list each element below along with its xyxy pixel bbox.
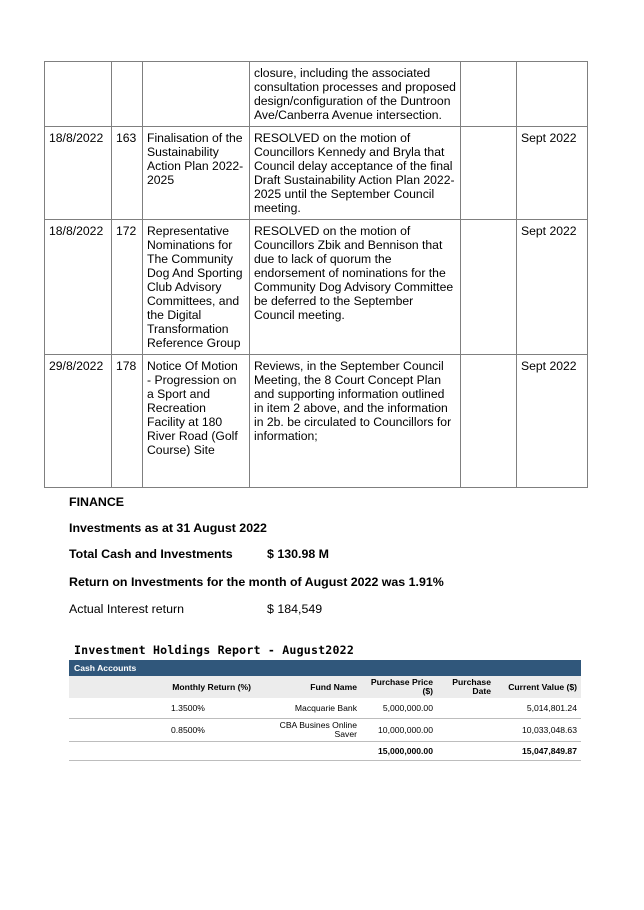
finance-heading: FINANCE xyxy=(69,495,125,509)
resolution-text: closure, including the associated consultation processes and proposed design/configuration of the Duntroon Ave/Canberra Avenue intersection. xyxy=(250,62,461,127)
purchase-date-cell xyxy=(437,719,495,742)
cash-accounts-header: Cash Accounts xyxy=(69,660,581,676)
resolution-date: 29/8/2022 xyxy=(45,355,112,488)
resolution-title: Notice Of Motion - Progression on a Sport and Recreation Facility at 180 River Road (Golf Course) Site xyxy=(143,355,250,488)
totals-row xyxy=(69,742,581,761)
resolution-title: Representative Nominations for The Community Dog And Sporting Club Advisory Committees, and the Digital Transformation Reference Group xyxy=(143,220,250,355)
resolution-status xyxy=(461,127,517,220)
investments-date-heading: Investments as at 31 August 2022 xyxy=(69,521,267,535)
purchase-date-cell xyxy=(437,698,495,719)
col-fund-name: Fund Name xyxy=(255,676,361,698)
col-purchase-date: Purchase Date xyxy=(437,676,495,698)
resolution-due: Sept 2022 xyxy=(517,355,588,488)
interest-value: $ 184,549 xyxy=(267,602,323,616)
total-current-value: 15,047,849.87 xyxy=(495,742,581,761)
resolution-number xyxy=(112,62,143,127)
purchase-price-cell: 5,000,000.00 xyxy=(361,698,437,719)
col-purchase-price: Purchase Price ($) xyxy=(361,676,437,698)
resolution-due: Sept 2022 xyxy=(517,220,588,355)
totals-spacer xyxy=(255,742,361,761)
fund-name-cell: CBA Busines Online Saver xyxy=(255,719,361,742)
resolutions-table xyxy=(44,61,588,488)
monthly-return-cell: 1.3500% xyxy=(69,698,255,719)
resolution-status xyxy=(461,220,517,355)
resolution-row xyxy=(45,220,588,355)
resolution-row xyxy=(45,127,588,220)
resolution-text: RESOLVED on the motion of Councillors Zbik and Bennison that due to lack of quorum the endorsement of nominations for the Community Dog Advisory Committee be deferred to the September Council meeting. xyxy=(250,220,461,355)
resolution-title: Finalisation of the Sustainability Action Plan 2022-2025 xyxy=(143,127,250,220)
return-on-investments: Return on Investments for the month of August 2022 was 1.91% xyxy=(69,575,444,589)
current-value-cell: 10,033,048.63 xyxy=(495,719,581,742)
resolution-date xyxy=(45,62,112,127)
total-cash-line xyxy=(69,547,329,561)
table-row xyxy=(69,698,581,719)
interest-label: Actual Interest return xyxy=(69,602,185,616)
holdings-header-row xyxy=(69,676,581,698)
monthly-return-cell: 0.8500% xyxy=(69,719,255,742)
total-cash-label: Total Cash and Investments xyxy=(69,547,233,561)
report-title: Investment Holdings Report - August2022 xyxy=(74,643,355,657)
resolution-title xyxy=(143,62,250,127)
resolution-due xyxy=(517,62,588,127)
purchase-price-cell: 10,000,000.00 xyxy=(361,719,437,742)
col-monthly-return: Monthly Return (%) xyxy=(69,676,255,698)
resolution-text: Reviews, in the September Council Meeting, the 8 Court Concept Plan and supporting information outlined in item 2 above, and the information in 2b. be circulated to Councillors for information; xyxy=(250,355,461,488)
totals-spacer xyxy=(437,742,495,761)
resolution-number: 172 xyxy=(112,220,143,355)
interest-line xyxy=(69,602,322,616)
holdings-table xyxy=(69,676,581,761)
investment-holdings-report xyxy=(69,660,581,761)
resolution-date: 18/8/2022 xyxy=(45,127,112,220)
table-row xyxy=(69,719,581,742)
resolution-number: 163 xyxy=(112,127,143,220)
resolution-number: 178 xyxy=(112,355,143,488)
resolution-date: 18/8/2022 xyxy=(45,220,112,355)
total-purchase-price: 15,000,000.00 xyxy=(361,742,437,761)
fund-name-cell: Macquarie Bank xyxy=(255,698,361,719)
resolution-row xyxy=(45,62,588,127)
col-current-value: Current Value ($) xyxy=(495,676,581,698)
resolution-status xyxy=(461,355,517,488)
current-value-cell: 5,014,801.24 xyxy=(495,698,581,719)
resolution-text: RESOLVED on the motion of Councillors Kennedy and Bryla that Council delay acceptance of the final Draft Sustainability Action Plan 2022-2025 until the September Council meeting. xyxy=(250,127,461,220)
total-cash-value: $ 130.98 M xyxy=(267,547,329,561)
resolution-row xyxy=(45,355,588,488)
totals-spacer xyxy=(69,742,255,761)
resolution-status xyxy=(461,62,517,127)
resolution-due: Sept 2022 xyxy=(517,127,588,220)
